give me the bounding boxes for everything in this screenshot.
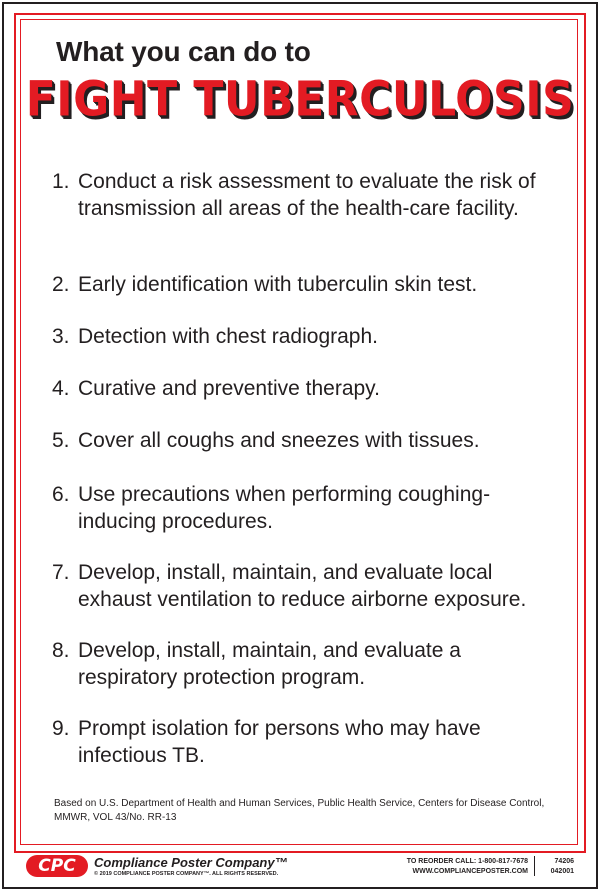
- item-text: Develop, install, maintain, and evaluate a respiratory protection program.: [78, 639, 461, 689]
- revision-code: 042001: [550, 868, 574, 875]
- item-number: 6.: [52, 483, 70, 506]
- poster-title: FIGHT TUBERCULOSIS: [25, 71, 575, 128]
- list-item: [52, 375, 562, 402]
- copyright-notice: © 2019 COMPLIANCE POSTER COMPANY™. ALL RIGHTS RESERVED.: [94, 871, 279, 877]
- item-text: Develop, install, maintain, and evaluate local exhaust ventilation to reduce airborne exposure.: [78, 561, 527, 611]
- poster-subtitle: What you can do to: [56, 36, 311, 67]
- list-item: [52, 271, 562, 298]
- product-codes: [540, 857, 574, 877]
- item-number: 1.: [52, 170, 70, 193]
- reorder-info: [400, 857, 528, 877]
- company-name: Compliance Poster Company™: [94, 855, 288, 870]
- item-text: Conduct a risk assessment to evaluate the risk of transmission all areas of the health-care facility.: [78, 170, 536, 220]
- list-item: [52, 559, 562, 613]
- item-text: Prompt isolation for persons who may have infectious TB.: [78, 717, 481, 767]
- item-text: Use precautions when performing coughing-inducing procedures.: [78, 483, 491, 533]
- list-item: [52, 481, 562, 535]
- item-number: 5.: [52, 429, 70, 452]
- item-number: 9.: [52, 717, 70, 740]
- item-number: 7.: [52, 561, 70, 584]
- item-number: 2.: [52, 273, 70, 296]
- reorder-phone: TO REORDER CALL: 1-800-817-7678: [406, 858, 528, 865]
- item-text: Curative and preventive therapy.: [78, 377, 380, 400]
- item-text: Early identification with tuberculin skin test.: [78, 273, 478, 296]
- company-logo: CPC: [26, 855, 88, 877]
- footer: [20, 852, 576, 882]
- reorder-website: WWW.COMPLIANCEPOSTER.COM: [412, 868, 528, 875]
- product-code: 74206: [554, 858, 574, 865]
- source-citation: Based on U.S. Department of Health and Human Services, Public Health Service, Centers for Disease Control, MMWR, VOL 43/No. RR-13: [54, 798, 545, 823]
- item-text: Detection with chest radiograph.: [78, 325, 378, 348]
- list-item: [52, 168, 562, 222]
- item-text: Cover all coughs and sneezes with tissues.: [78, 429, 480, 452]
- list-item: [52, 715, 562, 769]
- list-item: [52, 637, 562, 691]
- list-item: [52, 427, 562, 454]
- footer-divider: [534, 856, 535, 876]
- list-item: [52, 323, 562, 350]
- item-number: 3.: [52, 325, 70, 348]
- item-number: 4.: [52, 377, 70, 400]
- item-number: 8.: [52, 639, 70, 662]
